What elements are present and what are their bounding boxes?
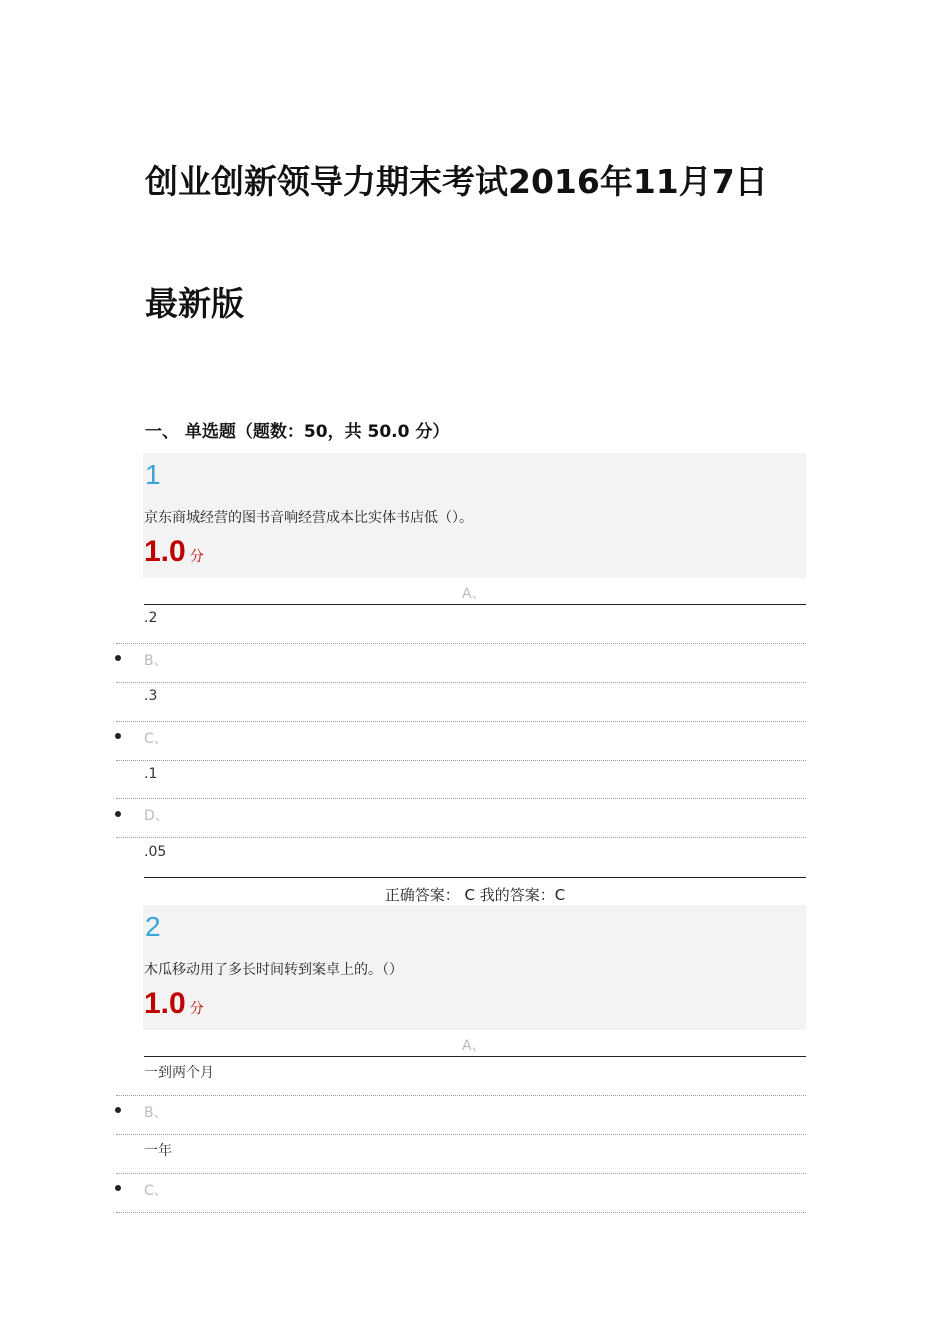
divider (116, 760, 806, 761)
divider (144, 604, 806, 605)
divider (116, 721, 806, 722)
option-label-c[interactable]: C、 (144, 731, 168, 747)
option-value-c[interactable]: .1 (144, 766, 158, 782)
bullet-icon (115, 733, 121, 739)
bullet-icon (115, 1185, 121, 1191)
divider (116, 643, 806, 644)
divider (116, 798, 806, 799)
divider (116, 1173, 806, 1174)
option-label-d[interactable]: D、 (144, 808, 169, 824)
bullet-icon (115, 1107, 121, 1113)
option-label-a[interactable]: A、 (462, 1038, 486, 1054)
score-unit: 分 (189, 1001, 204, 1017)
option-label-a[interactable]: A、 (462, 586, 486, 602)
answer-line: 正确答案： C 我的答案：C (384, 886, 566, 904)
bullet-icon (115, 655, 121, 661)
question-card (143, 905, 806, 1030)
divider (116, 1095, 806, 1096)
score-value: 1.0 (144, 987, 186, 1020)
page-title: 创业创新领导力期末考试2016年11月7日 (145, 162, 768, 201)
question-text: 木瓜移动用了多长时间转到案卓上的。（） (144, 962, 403, 978)
divider (144, 1056, 806, 1057)
bullet-icon (115, 811, 121, 817)
question-number: 2 (145, 911, 161, 942)
page-title-suffix: 最新版 (145, 284, 244, 323)
score-unit: 分 (189, 549, 204, 565)
divider (116, 1212, 806, 1213)
option-value-b[interactable]: .3 (144, 688, 158, 704)
option-label-b[interactable]: B、 (144, 653, 168, 669)
divider (116, 682, 806, 683)
question-number: 1 (145, 459, 161, 490)
divider (116, 837, 806, 838)
question-score (144, 535, 204, 569)
section-heading: 一、 单选题（题数：50，共 50.0 分） (145, 422, 450, 442)
question-card (143, 453, 806, 578)
option-label-b[interactable]: B、 (144, 1105, 168, 1121)
score-value: 1.0 (144, 535, 186, 568)
divider (116, 1134, 806, 1135)
option-value-d[interactable]: .05 (144, 844, 167, 860)
question-score (144, 987, 204, 1021)
option-value-b[interactable]: 一年 (144, 1143, 172, 1159)
divider (144, 877, 806, 878)
option-value-a[interactable]: 一到两个月 (144, 1065, 214, 1081)
question-text: 京东商城经营的图书音响经营成本比实体书店低（）。 (144, 510, 473, 526)
option-value-a[interactable]: .2 (144, 610, 158, 626)
option-label-c[interactable]: C、 (144, 1183, 168, 1199)
